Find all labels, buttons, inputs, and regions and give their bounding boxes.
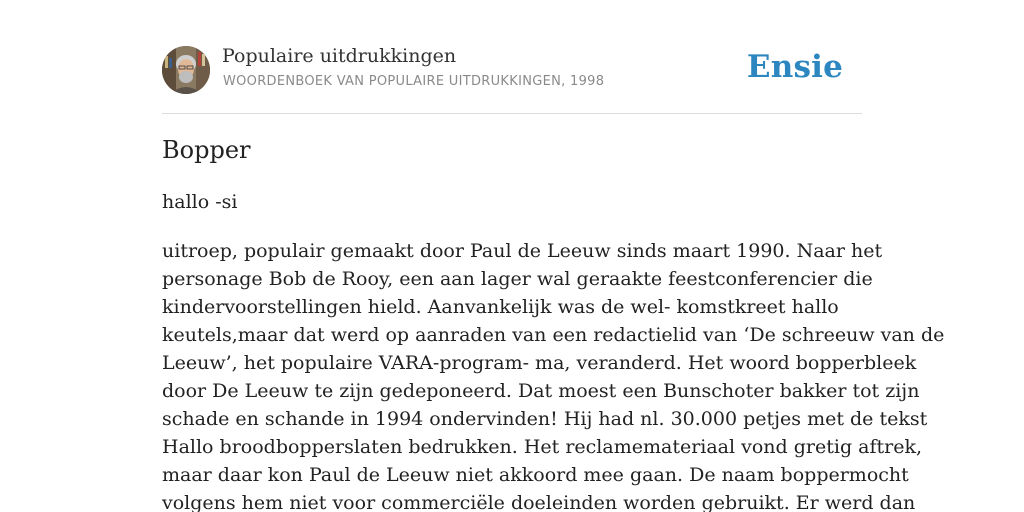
entry-title: Bopper — [162, 136, 251, 164]
source-subtitle: WOORDENBOEK VAN POPULAIRE UITDRUKKINGEN, 1998 — [223, 74, 605, 89]
ensie-logo[interactable]: Ensie — [746, 49, 843, 85]
body-line: maar daar kon Paul de Leeuw niet akkoord mee gaan. De naam boppermocht — [162, 464, 909, 486]
header — [162, 0, 862, 114]
body-line: personage Bob de Rooy, een aan lager wal geraakte feestconferencier die — [162, 268, 873, 290]
body-line: door De Leeuw te zijn gedeponeerd. Dat moest een Bunschoter bakker tot zijn — [162, 380, 920, 402]
body-line: kindervoorstellingen hield. Aanvankelijk was de wel- komstkreet hallo — [162, 296, 839, 318]
page-container — [162, 0, 945, 512]
body-line: uitroep, populair gemaakt door Paul de Leeuw sinds maart 1990. Naar het — [162, 240, 883, 262]
body-line: Hallo broodbopperslaten bedrukken. Het reclamemateriaal vond gretig aftrek, — [162, 436, 923, 458]
entry-body — [162, 237, 945, 512]
source-title-link[interactable]: Populaire uitdrukkingen — [222, 45, 457, 67]
body-line: volgens hem niet voor commerciële doeleinden worden gebruikt. Er werd dan — [162, 492, 916, 512]
author-avatar[interactable] — [162, 46, 210, 94]
body-line: Leeuw’, het populaire VARA-program- ma, veranderd. Het woord bopperbleek — [162, 352, 917, 374]
avatar-image — [162, 46, 210, 94]
entry-subtitle: hallo -si — [162, 191, 238, 213]
body-line: schade en schande in 1994 ondervinden! Hij had nl. 30.000 petjes met de tekst — [162, 408, 928, 430]
body-line: keutels,maar dat werd op aanraden van een redactielid van ‘De schreeuw van de — [162, 324, 945, 346]
